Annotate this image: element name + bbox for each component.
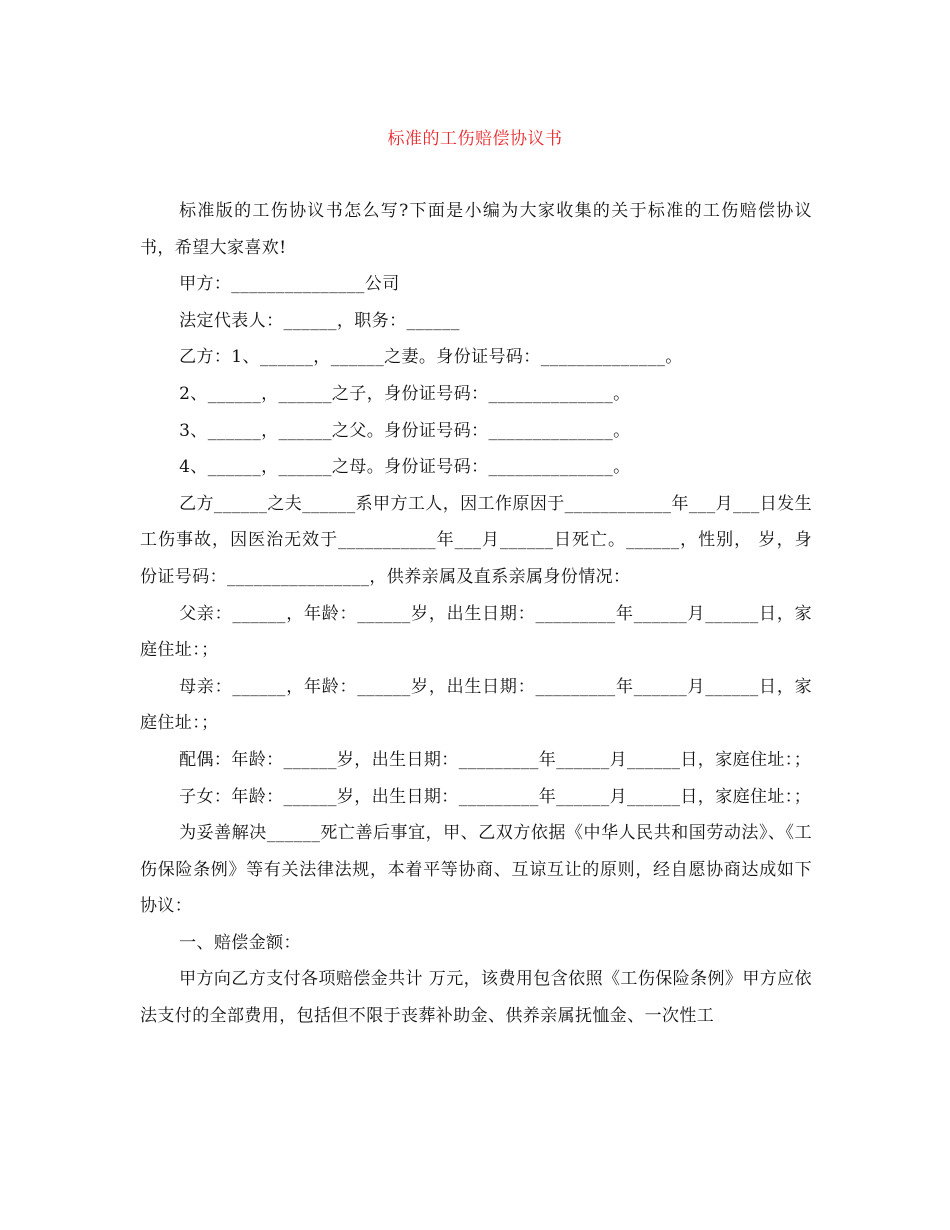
spouse-info-paragraph: 配偶：年龄：______岁，出生日期：_________年______月______日，家庭住址：；	[179, 749, 812, 770]
document-body	[140, 193, 812, 1035]
children-info-paragraph: 子女：年龄：______岁，出生日期：_________年______月______日，家庭住址：；	[179, 786, 812, 807]
legal-representative-line: 法定代表人：______，职务：______	[179, 310, 460, 331]
incident-paragraph: 乙方______之夫______系甲方工人，因工作原因于____________年___月___日发生工伤事故，因医治无效于___________年___月______日死亡。______，性别， 岁，身份证号码：________________，供养亲属及直系亲属身份情况：	[140, 493, 812, 587]
party-b-line-2: 2、______，______之子，身份证号码：______________。	[179, 383, 631, 404]
party-b-line-1: 乙方：1、______，______之妻。身份证号码：______________。	[179, 347, 683, 368]
compensation-paragraph: 甲方向乙方支付各项赔偿金共计 万元，该费用包含依照《工伤保险条例》甲方应依法支付的全部费用，包括但不限于丧葬补助金、供养亲属抚恤金、一次性工	[140, 969, 812, 1027]
father-info-paragraph: 父亲：______，年龄：______岁，出生日期：_________年______月______日，家庭住址：；	[140, 603, 812, 661]
agreement-basis-paragraph: 为妥善解决______死亡善后事宜，甲、乙双方依据《中华人民共和国劳动法》、《工伤保险条例》等有关法律法规，本着平等协商、互谅互让的原则，经自愿协商达成如下协议：	[140, 823, 812, 917]
mother-info-paragraph: 母亲：______，年龄：______岁，出生日期：_________年______月______日，家庭住址：；	[140, 676, 812, 734]
intro-paragraph: 标准版的工伤协议书怎么写?下面是小编为大家收集的关于标准的工伤赔偿协议书，希望大家喜欢!	[140, 201, 812, 258]
party-b-line-3: 3、______，______之父。身份证号码：______________。	[179, 420, 631, 441]
document-title: 标准的工伤赔偿协议书	[387, 129, 563, 149]
party-a-line: 甲方：_______________公司	[179, 274, 400, 295]
party-b-line-4: 4、______，______之母。身份证号码：______________。	[179, 457, 631, 478]
section-heading-compensation: 一、赔偿金额：	[179, 932, 301, 953]
